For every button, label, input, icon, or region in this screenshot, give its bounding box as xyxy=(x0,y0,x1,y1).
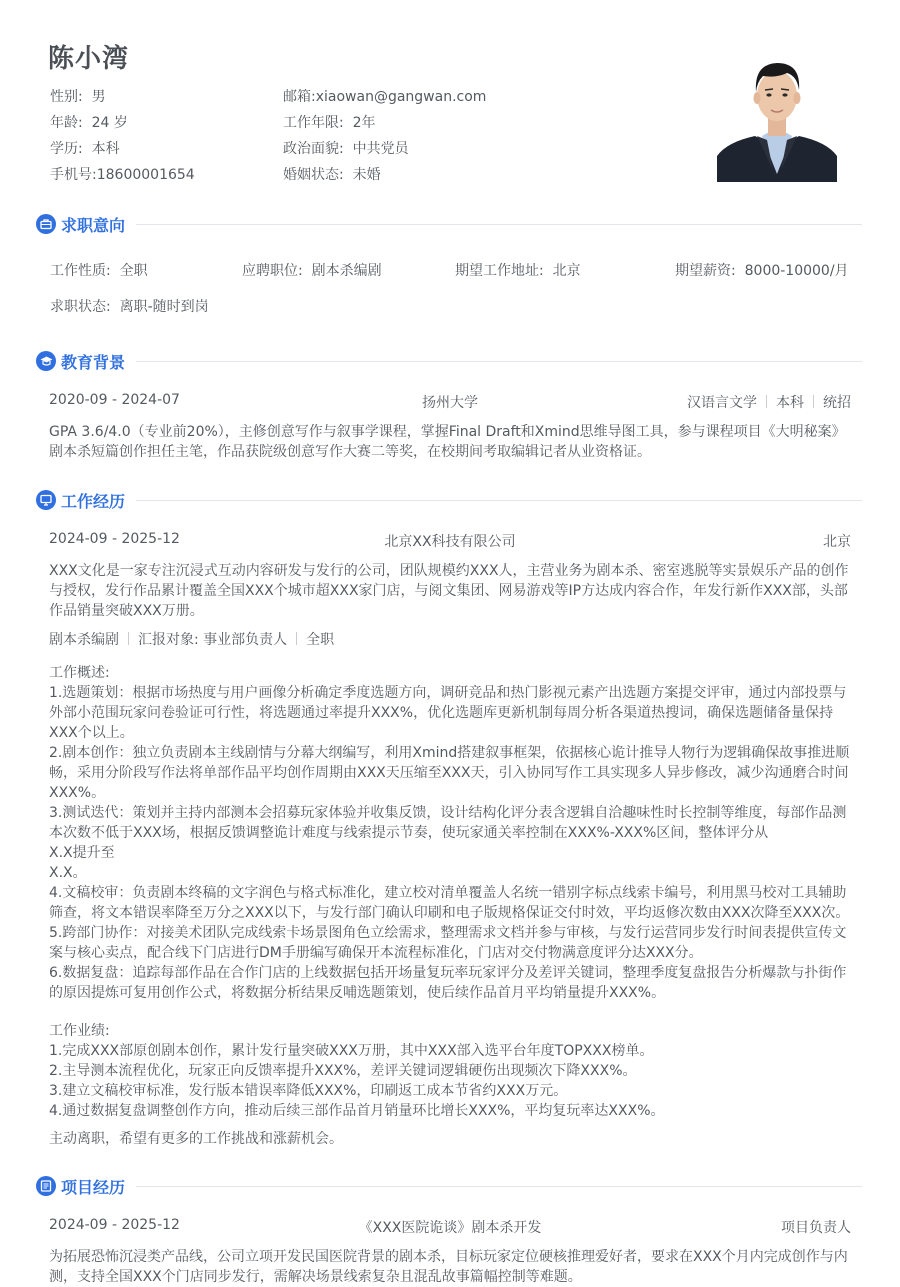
project-role: 项目负责人 xyxy=(781,1220,851,1236)
briefcase-icon xyxy=(36,214,56,234)
tag-separator xyxy=(766,395,767,408)
company-name: 北京XX科技有限公司 xyxy=(384,534,516,550)
years-label: 工作年限: xyxy=(283,115,344,131)
overview-item: 4.文稿校审：负责剧本终稿的文字润色与格式标准化，建立校对清单覆盖人名统一错别字标点线索卡编号，利用黑马校对工具辅助筛查，将文本错误率降至万分之XXX以下，与发行部门确认印刷和电子版规格保证交付时效，平均返修次数由XXX次降至XXX次。 xyxy=(49,885,850,921)
education-description xyxy=(49,422,854,462)
project-desc-text: 为拓展恐怖沉浸类产品线，公司立项开发民国医院背景的剧本杀，目标玩家定位硬核推理爱好者，要求在XXX个月内完成创作与内测，支持全国XXX个门店同步发行，需解决场景线索复杂且混乱故事篇幅控制等难题。 xyxy=(49,1249,848,1285)
job-status-field xyxy=(50,296,209,316)
work-location: 北京 xyxy=(823,534,851,550)
achievement-item: 2.主导测本流程优化，玩家正向反馈率提升XXX%，差评关键词逻辑硬伤出现频次下降XXX%。 xyxy=(49,1063,637,1079)
profile-photo xyxy=(717,52,837,182)
salary-value: 8000-10000/月 xyxy=(744,263,849,279)
resume-name: 陈小湾 xyxy=(48,44,130,74)
salary-field xyxy=(675,260,849,280)
education-period: 2020-09 - 2024-07 xyxy=(49,392,180,408)
section-divider xyxy=(136,224,862,225)
overview-item: 1.选题策划：根据市场热度与用户画像分析确定季度选题方向，调研竞品和热门影视元素产出选题方案提交评审，通过内部投票与外部小范围玩家问卷验证可行性，将选题通过率提升XXX%，优化选题库更新机制每周分析各渠道热搜词，确保选题储备量保持XXX个以上。 xyxy=(49,685,847,741)
project-row xyxy=(49,1217,851,1237)
list-icon xyxy=(36,1176,56,1196)
company-desc-text: XXX文化是一家专注沉浸式互动内容研发与发行的公司，团队规模约XXX人，主营业务为剧本杀、密室逃脱等实景娱乐产品的创作与授权，发行作品累计覆盖全国XXX个城市超XXX家门店，与阅文集团、网易游戏等IP方达成内容合作，年发行新作XXX部，头部作品销量突破XXX万册。 xyxy=(49,563,849,619)
overview-item: X.X提升至 xyxy=(49,845,115,861)
leave-reason-text: 主动离职，希望有更多的工作挑战和涨薪机会。 xyxy=(49,1131,343,1147)
job-status-value: 离职-随时到岗 xyxy=(119,299,209,315)
company-description xyxy=(49,561,854,621)
position-value: 剧本杀编剧 xyxy=(311,263,382,279)
email-field xyxy=(283,86,486,106)
school-name: 扬州大学 xyxy=(422,395,478,411)
section-divider xyxy=(136,500,862,501)
phone-field xyxy=(50,164,195,184)
section-title: 工作经历 xyxy=(61,492,126,511)
leave-reason xyxy=(49,1129,854,1149)
work-period: 2024-09 - 2025-12 xyxy=(49,531,180,547)
project-description xyxy=(49,1247,854,1287)
politics-field xyxy=(283,138,409,158)
gender-value: 男 xyxy=(91,89,106,105)
marital-value: 未婚 xyxy=(352,167,381,183)
achievement-title: 工作业绩: xyxy=(49,1023,110,1039)
politics-label: 政治面貌: xyxy=(283,141,344,157)
phone-value: 18600001654 xyxy=(96,167,195,183)
marital-label: 婚姻状态: xyxy=(283,167,344,183)
phone-label: 手机号: xyxy=(50,167,97,183)
work-report-to: 汇报对象: 事业部负责人 xyxy=(138,632,288,648)
city-label: 期望工作地址: xyxy=(455,263,544,279)
age-label: 年龄: xyxy=(50,115,83,131)
gender-field xyxy=(50,86,106,106)
job-type-value: 全职 xyxy=(119,263,148,279)
education-label: 学历: xyxy=(50,141,83,157)
city-field xyxy=(455,260,581,280)
section-divider xyxy=(136,1186,862,1187)
position-field xyxy=(242,260,382,280)
section-divider xyxy=(136,361,862,362)
tag-separator xyxy=(128,632,129,645)
city-value: 北京 xyxy=(552,263,581,279)
degree: 本科 xyxy=(776,395,804,411)
section-title: 教育背景 xyxy=(61,353,126,372)
email-value: xiaowan@gangwan.com xyxy=(315,89,487,105)
overview-item: 2.剧本创作：独立负责剧本主线剧情与分幕大纲编写，利用Xmind搭建叙事框架，依据核心诡计推导人物行为逻辑确保故事推进顺畅，采用分阶段写作法将单部作品平均创作周期由XXX天压缩至XXX天，引入协同写作工具实现多人异步修改，减少沟通磨合时间XXX%。 xyxy=(49,745,850,801)
age-value: 24 岁 xyxy=(91,115,128,131)
email-label: 邮箱: xyxy=(283,89,316,105)
gender-label: 性别: xyxy=(50,89,83,105)
study-mode: 统招 xyxy=(823,395,851,411)
section-title: 项目经历 xyxy=(61,1178,126,1197)
age-field xyxy=(50,112,128,132)
achievement-item: 4.通过数据复盘调整创作方向，推动后续三部作品首月销量环比增长XXX%，平均复玩率达XXX%。 xyxy=(49,1103,665,1119)
education-tags xyxy=(687,392,851,412)
overview-item: 5.跨部门协作：对接美术团队完成线索卡场景图角色立绘需求，整理需求文档并参与审核，与发行运营同步发行时间表提供宣传文案与核心卖点，配合线下门店进行DM手册编写确保开本流程标准化，门店对交付物满意度评分达XXX分。 xyxy=(49,925,847,961)
work-job-type: 全职 xyxy=(306,632,335,648)
achievement-item: 1.完成XXX部原创剧本创作，累计发行量突破XXX万册，其中XXX部入选平台年度TOPXXX榜单。 xyxy=(49,1043,654,1059)
graduation-cap-icon xyxy=(36,351,56,371)
overview-title: 工作概述: xyxy=(49,665,110,681)
overview-item: 6.数据复盘：追踪每部作品在合作门店的上线数据包括开场量复玩率玩家评分及差评关键词，整理季度复盘报告分析爆款与扑街作的原因提炼可复用创作公式，将数据分析结果反哺选题策划，使后续作品首月平均销量提升XXX%。 xyxy=(49,965,847,1001)
project-name: 《XXX医院诡谈》剧本杀开发 xyxy=(358,1220,542,1236)
education-row xyxy=(49,392,851,412)
position-label: 应聘职位: xyxy=(242,263,303,279)
work-tags xyxy=(49,629,334,649)
job-type-label: 工作性质: xyxy=(50,263,111,279)
project-period: 2024-09 - 2025-12 xyxy=(49,1217,180,1233)
achievement-item: 3.建立文稿校审标准，发行版本错误率降低XXX%，印刷返工成本节省约XXX万元。 xyxy=(49,1083,568,1099)
monitor-icon xyxy=(36,490,56,510)
education-field xyxy=(50,138,120,158)
work-achievements xyxy=(49,1021,854,1121)
section-header-project xyxy=(36,1173,862,1199)
overview-item: X.X。 xyxy=(49,865,87,881)
work-overview xyxy=(49,663,854,1003)
education-value: 本科 xyxy=(91,141,120,157)
work-row xyxy=(49,531,851,551)
salary-label: 期望薪资: xyxy=(675,263,736,279)
major: 汉语言文学 xyxy=(687,395,757,411)
overview-item: 3.测试迭代：策划并主持内部测本会招募玩家体验并收集反馈，设计结构化评分表含逻辑自洽趣味性时长控制等维度，每部作品测本次数不低于XXX场，根据反馈调整诡计难度与线索提示节奏，使玩家通关率控制在XXX%-XXX%区间，整体评分从 xyxy=(49,805,847,841)
tag-separator xyxy=(296,632,297,645)
work-role: 剧本杀编剧 xyxy=(49,632,119,648)
job-type-field xyxy=(50,260,148,280)
section-header-work xyxy=(36,487,862,513)
politics-value: 中共党员 xyxy=(352,141,409,157)
section-header-intent xyxy=(36,211,862,237)
job-status-label: 求职状态: xyxy=(50,299,111,315)
section-header-education xyxy=(36,348,862,374)
marital-field xyxy=(283,164,381,184)
years-value: 2年 xyxy=(352,115,376,131)
education-desc-text: GPA 3.6/4.0（专业前20%），主修创意写作与叙事学课程，掌握Final Draft和Xmind思维导图工具，参与课程项目《大明秘案》剧本杀短篇创作担任主笔，作品获院级创意写作大赛二等奖，在校期间考取编辑记者从业资格证。 xyxy=(49,424,846,460)
tag-separator xyxy=(813,395,814,408)
section-title: 求职意向 xyxy=(61,216,126,235)
years-field xyxy=(283,112,376,132)
